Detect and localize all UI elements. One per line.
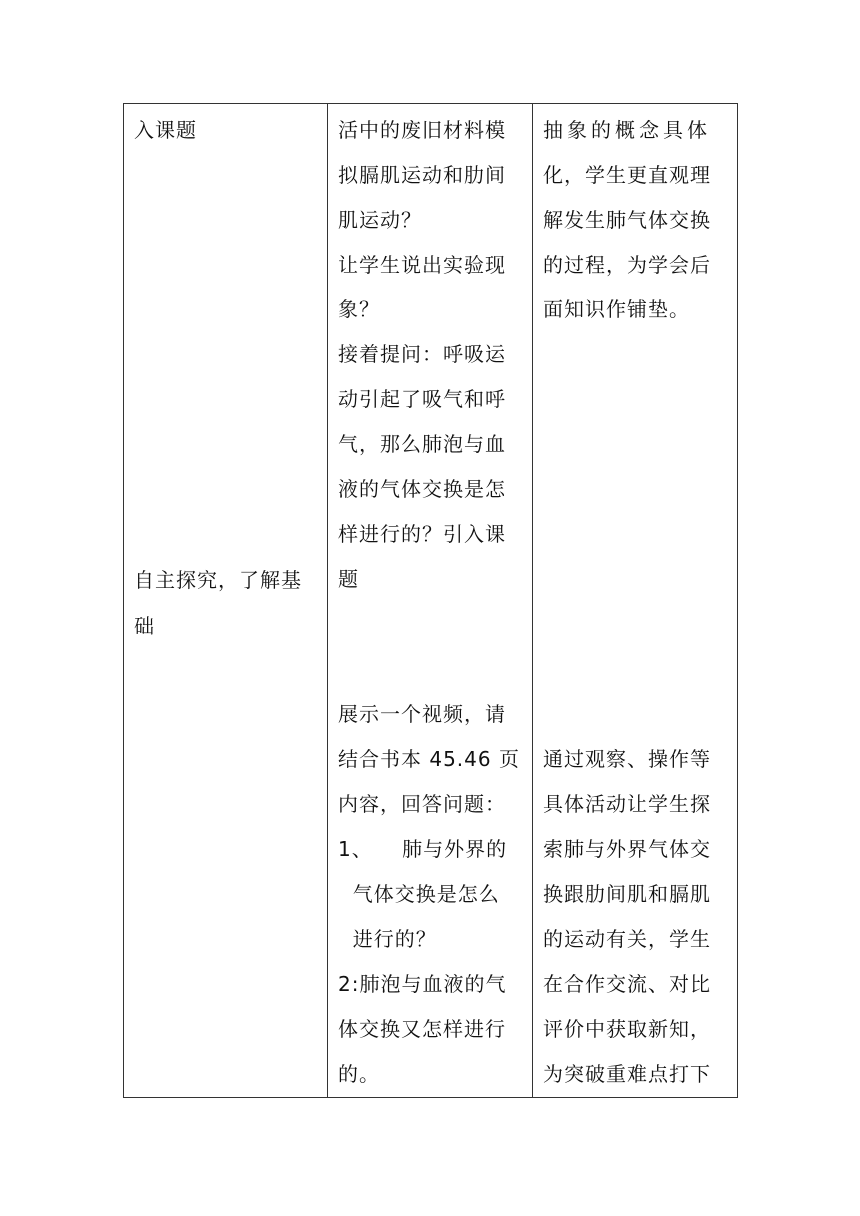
intent-line: 的运动有关，学生	[543, 927, 711, 951]
activity-line: 动引起了吸气和呼	[338, 387, 506, 411]
activity-line: 活中的废旧材料模	[338, 118, 506, 142]
activity-line: 让学生说出实验现	[338, 253, 506, 277]
intent-line: 面知识作铺垫。	[543, 297, 690, 321]
activity-line: 气，那么肺泡与血	[338, 432, 506, 456]
question-2-line: 体交换又怎样进行	[338, 1017, 506, 1041]
intent-line: 评价中获取新知，	[543, 1017, 711, 1041]
activity-line: 液的气体交换是怎	[338, 477, 506, 501]
activity-line: 肌运动？	[338, 208, 422, 232]
stage-explore-text: 自主探究，了解基	[134, 568, 302, 592]
intent-line: 为突破重难点打下	[543, 1062, 711, 1086]
intent-line: 索肺与外界气体交	[543, 837, 711, 861]
activity-line: 接着提问：呼吸运	[338, 342, 506, 366]
activity-line: 拟膈肌运动和肋间	[338, 163, 506, 187]
stage-explore-text-cont: 础	[134, 614, 155, 638]
intent-line: 解发生肺气体交换	[543, 208, 711, 232]
question-2-line: 的。	[338, 1062, 380, 1086]
intent-line: 抽象的概念具体	[543, 118, 711, 142]
intent-line: 的过程，为学会后	[543, 253, 711, 277]
design-intent-cell	[533, 104, 738, 1098]
intent-line: 在合作交流、对比	[543, 972, 711, 996]
activity-line: 结合书本 45.46 页	[338, 747, 520, 771]
question-1-line: 气体交换是怎么	[338, 882, 500, 906]
activity-line: 样进行的？引入课	[338, 522, 506, 546]
activity-line: 展示一个视频，请	[338, 702, 506, 726]
intent-line: 通过观察、操作等	[543, 747, 711, 771]
activity-line: 题	[338, 567, 359, 591]
activity-line: 内容，回答问题：	[338, 792, 506, 816]
teacher-activity-cell	[328, 104, 533, 1098]
intent-line: 化，学生更直观理	[543, 163, 711, 187]
table-row	[124, 104, 738, 1098]
question-2-line: 2:肺泡与血液的气	[338, 972, 507, 996]
question-1-line: 1、 肺与外界的	[338, 837, 508, 861]
stage-cell	[124, 104, 328, 1098]
activity-line: 象？	[338, 297, 380, 321]
intent-line: 具体活动让学生探	[543, 792, 711, 816]
intent-line: 换跟肋间肌和膈肌	[543, 882, 711, 906]
lesson-plan-table	[123, 103, 738, 1098]
stage-intro-text: 入课题	[134, 118, 197, 142]
question-1-line: 进行的？	[338, 927, 437, 951]
